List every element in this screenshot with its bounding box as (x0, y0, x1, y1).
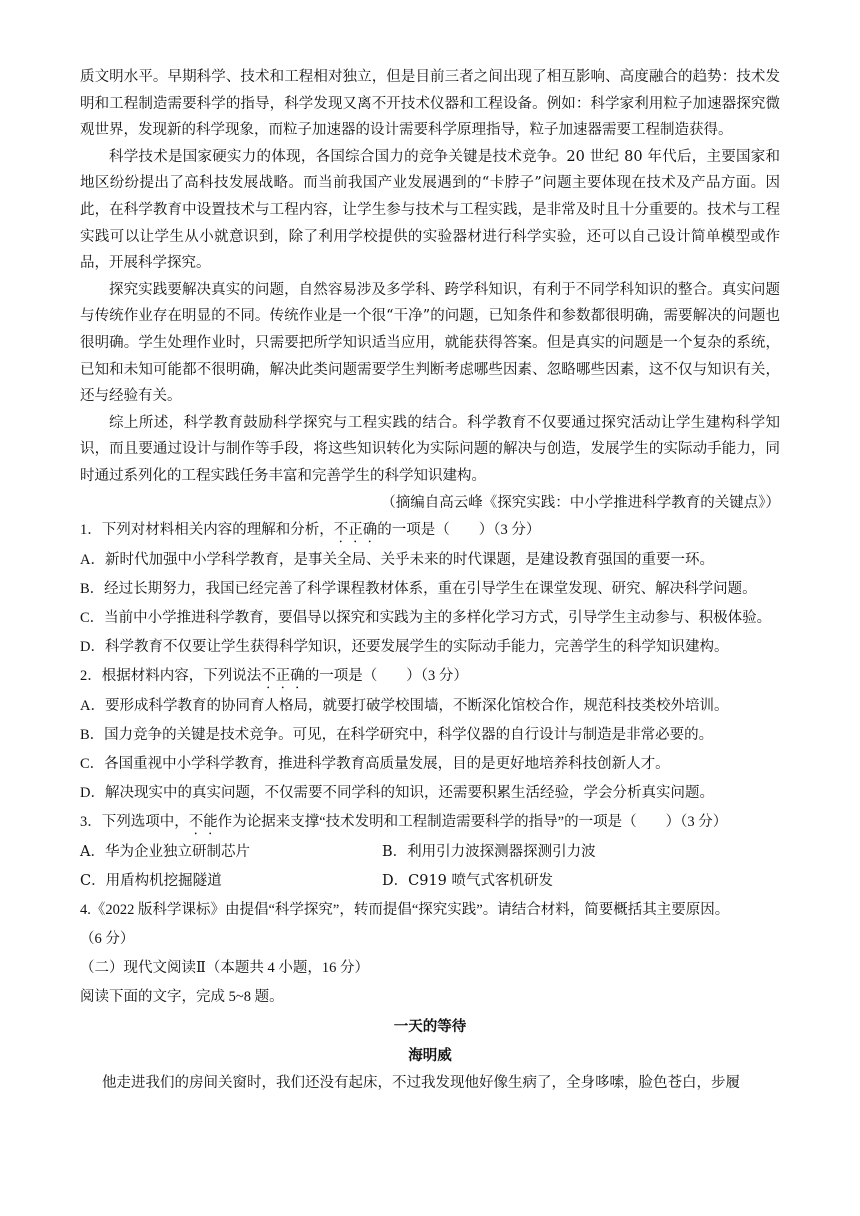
section-instruction: 阅读下面的文字，完成 5~8 题。 (80, 989, 284, 1006)
question-2-option-d: D．解决现实中的真实问题，不仅需要不同学科的知识，还需要积累生活经验，学会分析真实问题。 (80, 785, 714, 802)
question-2-stem (80, 662, 780, 692)
question-2-option-a: A．要形成科学教育的协同育人格局，就要打破学校围墙，不断深化馆校合作，规范科技类校外培训。 (80, 698, 729, 715)
passage-paragraph: 探究实践要解决真实的问题，自然容易涉及多学科、跨学科知识，有利于不同学科知识的整合。真实问题与传统作业存在明显的不同。传统作业是一个很“干净”的问题，已知条件和参数都很明确，需要解决的问题也很明确。学生处理作业时，只需要把所学知识适当应用，就能获得答案。但是真实的问题是一个复杂的系统，已知和未知可能都不很明确，解决此类问题需要学生判断考虑哪些因素、忽略哪些因素，这不仅与知识有关，还与经验有关。 (80, 281, 780, 405)
question-3-post: 作为论据来支撑“技术发明和工程制造需要科学的指导”的一项是（ ）（3 分） (217, 814, 728, 831)
question-1-option-d: D．科学教育不仅要让学生获得科学知识，还要发展学生的实际动手能力，完善学生的科学知识建构。 (80, 639, 729, 656)
question-3-option-a: A．华为企业独立研制芯片 (80, 844, 250, 861)
question-2-option-b: B．国力竞争的关键是技术竞争。可见，在科学研究中，科学仪器的自行设计与制造是非常必要的。 (80, 727, 714, 744)
question-4-points: （6 分） (80, 931, 135, 948)
story-author: 海明威 (408, 1047, 452, 1065)
story-first-line: 他走进我们的房间关窗时，我们还没有起床，不过我发现他好像生病了，全身哆嗦，脸色苍白，步履 (102, 1075, 740, 1092)
question-3-emphasis: 不能 (188, 814, 218, 831)
question-1-stem (80, 516, 780, 546)
story-title: 一天的等待 (393, 1018, 467, 1036)
question-3-option-c: C．用盾构机挖掘隧道 (80, 873, 222, 890)
question-3-stem (80, 808, 780, 838)
passage-paragraph: 科学技术是国家硬实力的体现，各国综合国力的竞争关键是技术竞争。20 世纪 80 年代后，主要国家和地区纷纷提出了高科技发展战略。而当前我国产业发展遇到的“卡脖子”问题主要体现在技术及产品方面。因此，在科学教育中设置技术与工程内容，让学生参与技术与工程实践，是非常及时且十分重要的。技术与工程实践可以让学生从小就意识到，除了利用学校提供的实验器材进行科学实验，还可以自己设计简单模型或作品，开展科学探究。 (80, 148, 780, 272)
passage-source: （摘编自高云峰《探究实践：中小学推进科学教育的关键点》） (381, 494, 780, 511)
question-3-options-row-2 (80, 867, 780, 896)
question-1-emphasis: 不正确 (333, 522, 378, 539)
question-1-option-a: A．新时代加强中小学科学教育，是事关全局、关乎未来的时代课题，是建设教育强国的重要一环。 (80, 552, 714, 569)
question-3-pre: 3．下列选项中， (80, 814, 189, 831)
question-2-pre: 2．根据材料内容，下列说法 (80, 668, 262, 685)
question-2-emphasis: 不正确 (261, 668, 305, 685)
section-heading: （二）现代文阅读Ⅱ（本题共 4 小题，16 分） (80, 960, 369, 977)
passage-paragraph: 综上所述，科学教育鼓励科学探究与工程实践的结合。科学教育不仅要通过探究活动让学生建构科学知识，而且要通过设计与制作等手段，将这些知识转化为实际问题的解决与创造，发展学生的实际动手能力，同时通过系列化的工程实践任务丰富和完善学生的科学知识建构。 (80, 414, 780, 484)
passage-paragraph: 质文明水平。早期科学、技术和工程相对独立，但是目前三者之间出现了相互影响、高度融合的趋势：技术发明和工程制造需要科学的指导，科学发现又离不开技术仪器和工程设备。例如：科学家利用粒子加速器探究微观世界，发现新的科学现象，而粒子加速器的设计需要科学原理指导，粒子加速器需要工程制造获得。 (80, 69, 780, 139)
question-3-option-d: D．C919 喷气式客机研发 (382, 873, 554, 890)
question-2-post: 的一项是（ ）（3 分） (304, 668, 468, 685)
question-3-options-row-1 (80, 838, 780, 867)
question-1-option-b: B．经过长期努力，我国已经完善了科学课程教材体系，重在引导学生在课堂发现、研究、解决科学问题。 (80, 581, 757, 598)
question-3-option-b: B．利用引力波探测器探测引力波 (382, 844, 596, 861)
question-1-option-c: C．当前中小学推进科学教育，要倡导以探究和实践为主的多样化学习方式，引导学生主动参与、积极体验。 (80, 610, 772, 627)
question-1-post: 的一项是（ ）（3 分） (377, 522, 541, 539)
question-2-option-c: C．各国重视中小学科学教育，推进科学教育高质量发展，目的是更好地培养科技创新人才。 (80, 756, 670, 773)
exam-page (80, 64, 780, 1097)
question-1-pre: 1．下列对材料相关内容的理解和分析， (80, 522, 334, 539)
question-4-stem: 4.《2022 版科学课标》由提倡“科学探究”，转而提倡“探究实践”。请结合材料，简要概括其主要原因。 (80, 902, 730, 919)
